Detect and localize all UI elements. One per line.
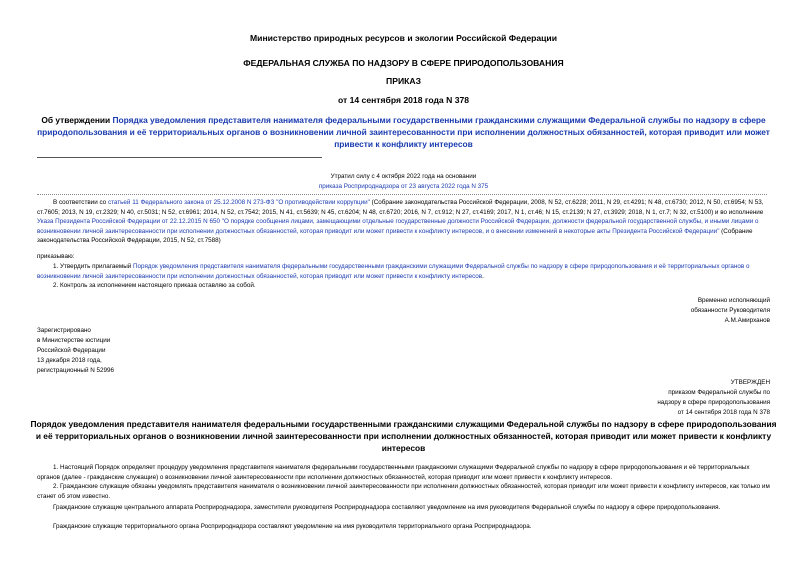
- preamble-text-2: (Собрание законодательства Российской Федерации, 2008, N 52, ст.6228; 2011, N 29, ст.4291; N 48, ст.6730; 2012, N 50, ст.6954; N 53, ст.7605; 2013, N 19, ст.2329; N 40, ст.5031; N 52, ст.6961; 2014, N 52, ст.7542; 2015, N 41, ст.5639; N 45, ст.6204; N 48, ст.6720; 2016, N 7, ст.912; N 27, ст.4169; 2017, N 1, ст.46; N 15, ст.2139; N 27, ст.3929; 2018, N 1, ст.7; N 32, ст.5100) и во исполнение: [37, 199, 764, 216]
- procedure-title: Порядок уведомления представителя нанимателя федеральными государственными гражданскими служащими Федеральной службы по надзору в сфере природопользования и её территориальных органов о возникновении личной заинтересованности при исполнении должностных обязанностей, которая приводит или может привести к конфликту интересов: [30, 419, 777, 453]
- approval-line-1: УТВЕРЖДЕН: [730, 379, 770, 386]
- preamble: [37, 198, 770, 246]
- status-link[interactable]: приказа Росприроднадзора от 23 августа 2022 года N 375: [318, 183, 489, 190]
- title-link[interactable]: Порядка уведомления представителя нанимателя федеральными государственными гражданскими служащими Федеральной службы по надзору в сфере природопользования и её территориальных органов о возникновении личной заинтересованности при исполнении должностных обязанностей, которая приводит или может привести к конфликту интересов: [37, 115, 770, 149]
- service-name: ФЕДЕРАЛЬНАЯ СЛУЖБА ПО НАДЗОРУ В СФЕРЕ ПРИРОДОПОЛЬЗОВАНИЯ: [243, 58, 564, 68]
- status-line: Утратил силу с 4 октября 2022 года на основании: [330, 173, 477, 180]
- signature-line-2: обязанности Руководителя: [690, 307, 770, 314]
- signature-block: [500, 296, 770, 326]
- registration-line-4: 13 декабря 2018 года,: [37, 357, 102, 364]
- title-prefix: Об утверждении: [41, 115, 113, 125]
- registration-line-5: регистрационный N 52996: [37, 367, 115, 374]
- approval-block: [500, 378, 770, 418]
- procedure-paragraph-2: 2. Гражданские служащие обязаны уведомлять представителя нанимателя о возникновении личной заинтересованности при исполнении должностных обязанностей, которая приводит или может привести к конфликту интересов, как только им станет об этом известно.: [37, 483, 770, 500]
- procedure-paragraph-3: Гражданские служащие центрального аппарата Росприроднадзора, заместители руководителя Росприроднадзора составляют уведомление на имя руководителя Федеральной службы по надзору в сфере природопользования.: [53, 504, 721, 511]
- signature-name: А.М.Амирханов: [724, 317, 770, 324]
- item-1-prefix: 1. Утвердить прилагаемый: [53, 263, 134, 270]
- approval-line-3: надзору в сфере природопользования: [657, 399, 770, 406]
- preamble-text-3: (Собрание законодательства Российской Федерации, 2015, N 52, ст.7588): [37, 227, 753, 245]
- title-divider: [37, 157, 322, 158]
- item-2: 2. Контроль за исполнением настоящего приказа оставляю за собой.: [53, 282, 256, 289]
- procedure-paragraph-4: Гражданские служащие территориального органа Росприроднадзора составляют уведомление на имя руководителя территориального органа Росприроднадзора.: [53, 523, 532, 530]
- document-type: ПРИКАЗ: [386, 76, 421, 86]
- item-1: [37, 262, 770, 281]
- document-title: [37, 114, 770, 150]
- document-date-number: от 14 сентября 2018 года N 378: [337, 95, 470, 105]
- status-divider: [37, 194, 767, 195]
- signature-line-1: Временно исполняющий: [697, 297, 770, 304]
- registration-line-2: в Министерстве юстиции: [37, 337, 111, 344]
- preamble-text-1: В соответствии со: [53, 199, 108, 206]
- law-273-link[interactable]: статьей 11 Федерального закона от 25.12.2008 N 273-ФЗ "О противодействии коррупции": [107, 199, 370, 206]
- procedure-link[interactable]: Порядок уведомления представителя нанимателя федеральными государственными гражданскими служащими Федеральной службы по надзору в сфере природопользования и её территориальных органов о возникновении личной заинтересованности при исполнении должностных обязанностей, которая приводит или может привести к конфликту интересов: [37, 263, 750, 280]
- order-word: приказываю:: [37, 253, 75, 260]
- registration-line-1: Зарегистрировано: [37, 327, 91, 334]
- decree-650-link[interactable]: Указа Президента Российской Федерации от 22.12.2015 N 650 "О порядке сообщения лицами, замещающими отдельные государственные должности Российской Федерации, должности федеральной государственной службы, и иными лицами о возникновении личной заинтересованности при исполнении должностных обязанностей, которая приводит или может привести к конфликту интересов, и о внесении изменений в некоторые акты Президента Российской Федерации": [37, 218, 759, 235]
- ministry-name: Министерство природных ресурсов и экологии Российской Федерации: [250, 33, 557, 43]
- approval-line-2: приказом Федеральной службы по: [668, 389, 770, 396]
- registration-line-3: Российской Федерации: [37, 347, 106, 354]
- status-note: [0, 172, 807, 192]
- item-1-suffix: .: [482, 272, 484, 280]
- approval-line-4: от 14 сентября 2018 года N 378: [677, 409, 770, 416]
- procedure-paragraph-1: 1. Настоящий Порядок определяет процедуру уведомления представителя нанимателя федеральными государственными гражданскими служащими Федеральной службы по надзору в сфере природопользования и её территориальных органов (далее - гражданские служащие) о возникновении личной заинтересованности при исполнении должностных обязанностей, которая приводит или может привести к конфликту интересов.: [37, 464, 750, 481]
- registration-block: [37, 326, 114, 376]
